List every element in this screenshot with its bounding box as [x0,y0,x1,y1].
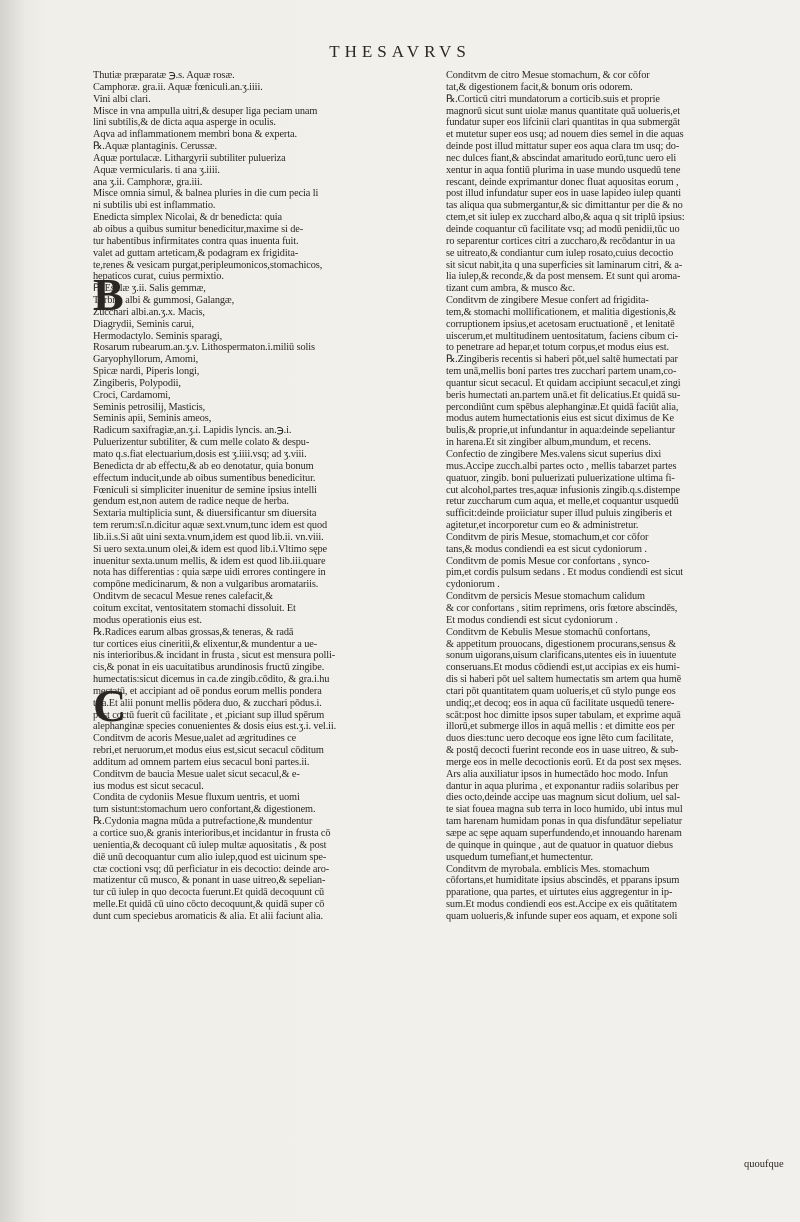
left-column-text-line: Seminis petrosilij, Masticis, [93,401,206,413]
right-column-text-line: mus.Accipe zucch.albi partes octo , mellis tabarzet partes [446,460,677,472]
right-column-text-line: Et modus condiendi est sicut cydoniorum . [446,614,618,626]
right-column-text-line: quatuor, zingib. boni puluerizati puluerizatione ultima fi- [446,472,675,484]
right-column-text-line: post illud infundatur super eos in uase lapideo iulep quanti [446,188,682,200]
left-column-text-line: diē unū decoquantur cum alio iulep,quod est uicinum spe- [93,851,327,863]
right-column-text-line: nec dulces fiant,& abscindat amaritudo eorū,tunc uero eli [446,152,677,164]
left-column-text-line: rebri,et neruorum,et modus eius est,sicut secacul cōditum [93,745,324,757]
right-column-text-line: te siat fouea magna sub terra in loco humido, ubi intus mul [446,804,683,816]
right-column-text-line: retur zuccharum cum aqua, et melle,et coquantur usquedū [446,496,679,508]
left-column-text-line: Spicæ nardi, Piperis longi, [93,366,200,378]
right-column-text-line: ctem,et sit iulep ex zucchard albo,& aqua q sit triplū ipsius: [446,212,685,224]
right-column-text-line: rescant, deinde exprimantur donec fluat aquositas eorum , [446,176,679,188]
right-column-text-line: tans,& modus condiendi ea est sicut cydoniorum . [446,543,647,555]
left-column-text-line: Enedicta simplex Nicolai, & dr benedicta: quia [93,212,282,224]
left-column-text-line: Si uero sexta.unum olei,& idem est quod lib.i.Vltimo sępe [93,543,327,555]
drop-cap-b: B [93,269,124,320]
right-column-text-line: agitetur,et incorporetur cum eo & administretur. [446,520,639,532]
left-column-text-line: Seminis apii, Seminis ameos, [93,413,212,425]
left-column-text-line: matizentur cū musco, & ponant in uase uitreo,& sepelian- [93,875,326,887]
left-column-text-line: Conditvm de acoris Mesue,ualet ad ægritudines ce [93,733,297,745]
left-column-text-line: humectatis:sicut dicemus in ca.de zingib.cōdito, & gra.i.hu [93,674,330,686]
right-column-text-line: & cor confortans , sitim reprimens, oris fœtore abscindēs, [446,602,678,614]
left-column-text-line: Zingiberis, Polypodii, [93,377,181,389]
left-column-text-line: Conditvm de baucia Mesue ualet sicut secacul,& e- [93,768,300,780]
left-column-text-line: tur habentibus infirmitates contra quas inuenta fuit. [93,235,299,247]
left-column-text-line: gendum est,non autem de radice neque de herba. [93,496,289,508]
left-column-text-line: tria.Et alii ponunt mellis pōdera duo, & zucchari pōdus.i. [93,697,322,709]
right-column-text-line: Conditvm de zingibere Mesue confert ad frigidita- [446,295,649,307]
left-column-text-line: Puluerizentur subtiliter, & cum melle colato & despu- [93,437,310,449]
right-column-text-line: Conditvm de persicis Mesue stomachum calidum [446,591,645,603]
right-column-text-line: deinde post illud mittatur super eos aqua clara tm usq; do- [446,141,680,153]
right-column-text-line: dies octo,deinde accipe uas magnum sicut dolium, uel sal- [446,792,680,804]
right-column-text-line: sæpe ac sępe aquam superfundendo,et innouando harenam [446,828,682,839]
right-column-text-line: et mutetur super eos usq; ad nouem dies semel in die aquas [446,129,684,141]
left-column-text-line: Benedicta dr ab effectu,& ab eo denotatur, quia bonum [93,460,314,472]
right-column-text-line: modus autem humectationis eius est sicut diximus de Ke [446,413,674,425]
left-column-text-line: ℞.Cydonia magna mūda a putrefactione,& mundentur [93,816,313,828]
right-column-text-line: lia iulep,& recondε,& da post mensem. Et sunt qui aroma- [446,271,681,283]
right-column-text-line: de quinque in quinque , aut de quatuor in quatuor diebus [446,839,673,851]
right-column-text-line: merge eos in melle decoctionis eorū. Et da post sex męses. [446,756,682,768]
left-column-text-line: Rosarum rubearum.an.ʒ.v. Lithospermaton.i.miliū solis [93,342,315,354]
right-column-text-line: pim,et cordis pulsum sedans . Et modus condiendi est sicut [446,567,684,579]
left-column-text-line: melle.Et quidā cū uino cōcto decoquunt,& quidā super cō [93,899,325,911]
right-column-text-line: Conditvm de Kebulis Mesue stomachū confortans, [446,626,651,638]
left-column-text-line: ana ʒ.ii. Camphoræ, gra.iii. [93,176,203,188]
left-column-text-line: ℞.Esulæ ʒ.ii. Salis gemmæ, [93,283,206,295]
left-column-text-line: modus operationis eius est. [93,614,202,626]
left-column-text-line: Croci, Cardamomi, [93,389,171,401]
left-column-text-line: cis,& ponat in eis uacuitatibus arundinosis fructū zingibe. [93,662,325,674]
right-column-text-line: undiq;,et decoq; eos in aqua cū facilitate usquedū tenere- [446,697,675,709]
left-column-text-line: Thutiæ præparatæ ℈.s. Aquæ rosæ. [93,70,235,81]
left-column-text-line: Condita de cydoniis Mesue fluxum uentris, et uomi [93,792,300,804]
right-column-text-line: tam harenam humidam ponas in qua disfundātur sepeliatur [446,816,683,828]
right-column-text-line: scāt:post hoc dimitte ipsos super tabulam, et exprime aquā [446,709,681,721]
right-column-text-line: cydoniorum . [446,579,500,591]
left-column-text-line: ius modus est sicut secacul. [93,780,204,792]
left-column-text-line: ni subtilis ubi est inflammatio. [93,200,216,212]
right-column-text-line: & postq̄ decocti fuerint reconde eos in uase uitreo, & sub- [446,745,679,757]
left-column-text-line: mato q.s.fiat electuarium,dosis est ʒ.iiii.vsq; ad ʒ.viii. [93,449,307,460]
right-column-text-line: fundatur super eos lifcinii clari quantitas in qua submergāt [446,117,681,129]
right-column-text-line: sufficit:deinde proiiciatur super illud puluis zingiberis et [446,508,673,520]
left-column-text-line: Radicum saxifragiæ,an.ʒ.i. Lapidis lyncis. an.℈.i. [93,425,292,437]
left-column-text-line: ℞.Aquæ plantaginis. Cerussæ. [93,141,217,153]
left-column-text-line: valet ad guttam arteticam,& podagram ex frigidita- [93,247,299,259]
right-column-text-line: illorū,et submerge illos in aquā mellis : et dimitte eos per [446,721,675,733]
running-head [0,42,800,62]
right-column-text-line: in harena.Et sit zingiber album,mundum, et recens. [446,437,651,449]
left-column-text-line: uenientia,& decoquant cū iulep multæ aquositatis , & post [93,839,327,851]
left-column-text-line: hepaticos curat, cuius permixtio. [93,271,224,283]
left-column-text-line: Misce in vna ampulla uitri,& desuper liga peciam unam [93,105,318,117]
left-column-text-line: Aqva ad inflammationem membri bona & experta. [93,129,297,141]
left-column-text-line: effectum inducit,unde ab oibus sumentibus benedicitur. [93,472,316,484]
right-column-text-line: conseruans.Et modus cōdiendi est,ut accipias ex eis humi- [446,662,680,674]
left-column-text-line: alephanginæ species conuenientes & dosis eius est.ʒ.i. vel.ii. [93,721,337,733]
right-column-text-line: dantur in aqua plurima , et exponantur radiis solaribus per [446,780,679,792]
left-column-text-line: ℞.Radices earum albas grossas,& teneras, & radā [93,626,294,638]
left-column-text-line: Misce omnia simul, & balnea pluries in die cum pecia li [93,188,319,200]
right-column-text-line: cut alcohol,partes tres,aquæ infusionis zingib.q.s.distempe [446,484,681,496]
right-column-text-line: corruptionem ipsius,et acetosam eructuationē , et lenitatē [446,318,675,330]
right-column-text-line: sit sicut nabit,ita q una superficies sit laminarum citri, & a- [446,259,683,271]
right-column-text-line: tem,& stomachi mollificationem, et malitia digestionis,& [446,306,677,318]
left-column-text-line: Sextaria multiplicia sunt, & diuersificantur sm diuersita [93,508,317,520]
left-column-text-line: dunt cum speciebus aromaticis & alia. Et alii faciunt alia. [93,910,323,922]
left-column-text-line: a cortice suo,& granis interioribus,et incidantur in frusta cō [93,828,331,839]
left-column-text-line: Turbith albi & gummosi, Galangæ, [93,295,235,307]
left-column-text-line: lib.ii.s.Si aūt uini sexta.vnum,idem est quod lib.ii. vn.viii. [93,531,324,543]
right-column-text-line: sonum uigorans,uisum clarificans,utentes eis in iuuentute [446,650,677,662]
catchword: quoufque [744,1159,784,1170]
right-column-text-line: ro separentur cortices citri a zuccharo,& recōdantur in ua [446,235,675,247]
right-column-text-line: Ars alia auxiliatur ipsos in humectādo hoc modo. Infun [446,768,668,780]
left-column-text-line: Onditvm de secacul Mesue renes calefacit,& [93,591,273,603]
right-column-text-line: deinde coquantur cū facilitate vsq; ad modū penidii,tūc uo [446,223,680,235]
right-column-text-line: & appetitum prouocans, digestionem procurans,sensus & [446,638,677,650]
right-column-text-line: to penetrare ad hepar,et totum corpus,et modus eius est. [446,342,670,354]
right-column-text-line: tas aliqua qua submergantur,& sic dimittantur per die & no [446,200,683,212]
right-column-text-line: Conditvm de myrobala. emblicis Mes. stomachum [446,863,650,875]
left-column-text-line: coitum excitat, ventositatem stomachi dissoluit. Et [93,602,296,614]
left-column-text-line: Camphoræ. gra.ii. Aquæ fœniculi.an.ʒ.iiii. [93,81,263,93]
left-column-text-line: additum ad omnem partem eius secacul boni partes.ii. [93,756,310,768]
right-column-text-line: bulis,& proprie,ut infundantur in aqua:deinde sepeliantur [446,425,676,437]
left-column-text-line: tum sistunt:stomachum uero confortant,& digestionem. [93,804,316,816]
right-column-text-line: Conditvm de piris Mesue, stomachum,et cor cōfor [446,531,649,543]
running-head-title: THESAVRVS [329,42,471,61]
left-column-text-line: Fœniculi si simpliciter inuenitur de semine ipsius intelli [93,484,317,496]
left-column-text-line: Hermodactylo. Seminis sparagi, [93,330,223,342]
right-column-text-line: uiscerum,et multitudinem uentositatum, faciens cibum ci- [446,330,679,342]
right-column [446,70,783,923]
right-column-text-line: duos dies:tunc uero decoque eos igne lēto cum facilitate, [446,733,674,745]
right-column-text-line: beris humectati an.partem unā.et fit delicatius.Et quidā su- [446,389,681,401]
right-column-text-line: quam uolueris,& infunde super eos aquam, et expone soli [446,910,678,922]
right-column-text-line: ℞.Corticū citri mundatorum a corticib.suis et proprie [446,93,660,105]
right-column-text-line: tem unā,mellis boni partes tres zucchari partem unam,co- [446,366,677,378]
right-column-text-line: Confectio de zingibere Mes.valens sicut superius dixi [446,449,662,460]
left-column-text-line: post coctū fuerit cū facilitate , et ,piciant sup illud spērum [93,709,325,721]
left-column-text-line: Diagrydii, Seminis carui, [93,318,195,330]
right-column-text-line: Conditvm de citro Mesue stomachum, & cor cōfor [446,70,650,81]
left-column-text-line: tem rerum:sī.n.dicitur aquæ sext.vnum,tunc idem est quod [93,520,328,532]
right-column-text-line: quantur sicut secacul. Et quidam accipiunt secacul,et zingi [446,377,681,389]
right-column-text-line: ctari pōt quantitatem quam uolueris,et cū stylo punge eos [446,685,676,697]
left-column [93,70,430,923]
page-gutter-shadow [0,0,26,1222]
left-column-text-line: tur cū iulep in quo decocta fuerunt.Et quidā decoquunt cū [93,887,325,899]
left-column-text-line: Vini albi clari. [93,93,151,105]
left-column-text-line: lini subtilis,& de dicta aqua asperge in oculis. [93,117,276,129]
right-column-text-line: Conditvm de pomis Mesue cor confortans , synco- [446,555,650,567]
left-column-text-line: ab oibus a quibus sumitur benedicitur,maxime si de- [93,223,304,235]
right-column-text-line: usquedum tumefiant,et humectentur. [446,851,594,863]
right-column-text-line: percondiūnt cum spēbus alephanginæ.Et quidā faciūt alia, [446,401,679,413]
left-column-text-line: inuenitur sexta.unum mellis, & idem est quod lib.iii.quare [93,555,326,567]
left-column-text-line: Aquæ vermicularis. ti ana ʒ.iiii. [93,164,220,176]
left-column-text-line: nota has differentias : quia sæpe uidi errores contingere in [93,567,326,579]
left-column-text-line: compōne medicinarum, & non a vulgaribus aromatariis. [93,579,319,591]
left-column-text-line: Aquæ portulacæ. Lithargyrii subtiliter puluerizа [93,152,286,164]
left-column-text-line: nis interioribus.& incidant in frusta , sicut est mensura polli- [93,650,336,662]
left-column-text-line: te,renes & vesicam purgat,peripleumonicos,stomachicos, [93,259,323,271]
left-column-text-line: Garyophyllorum, Amomi, [93,354,199,366]
right-column-text-line: pparatione, qua partes, et uirtutes eius aggregentur in ip- [446,887,673,899]
right-column-text-line: cōfortans,et humiditate ipsius abscindēs, et pparans ipsum [446,875,680,887]
right-column-text-line: tizant cum ambra, & musco &c. [446,283,575,295]
right-column-text-line: dis si haberi pōt uel saltem humectatis sm artem qua humē [446,674,682,686]
right-column-text-line: se uitreato,& condiantur cum iulep rosato,cuius decoctio [446,247,674,259]
right-column-text-line: sum.Et modus condiendi eos est.Accipe ex eis quātitatem [446,899,677,911]
right-column-text-line: tat,& digestionem facit,& bonum oris odorem. [446,81,633,93]
right-column-text-line: magnorū sicut sunt uiolæ manus quantitate quā uolueris,et [446,105,680,117]
drop-cap-c: C [93,680,127,731]
left-column-text-line: Zucchari albi.an.ʒ.x. Macis, [93,306,205,318]
right-column-text-line: ℞.Zingiberis recentis si haberi pōt,uel saltē humectati par [446,354,678,366]
left-column-text-line: tur cortices eius cineritii,& elixentur,& mundentur a ue- [93,638,318,650]
left-column-text-line: mectatū, et accipiant ad oē pondus eorum mellis pondera [93,685,322,697]
right-column-text-line: xentur in aqua fontiū plurima in uase mundo usquedū tene [446,164,681,176]
left-column-text-line: ctæ coctioni vsq; dū perficiatur in eis decoctio: deinde aro- [93,863,330,875]
